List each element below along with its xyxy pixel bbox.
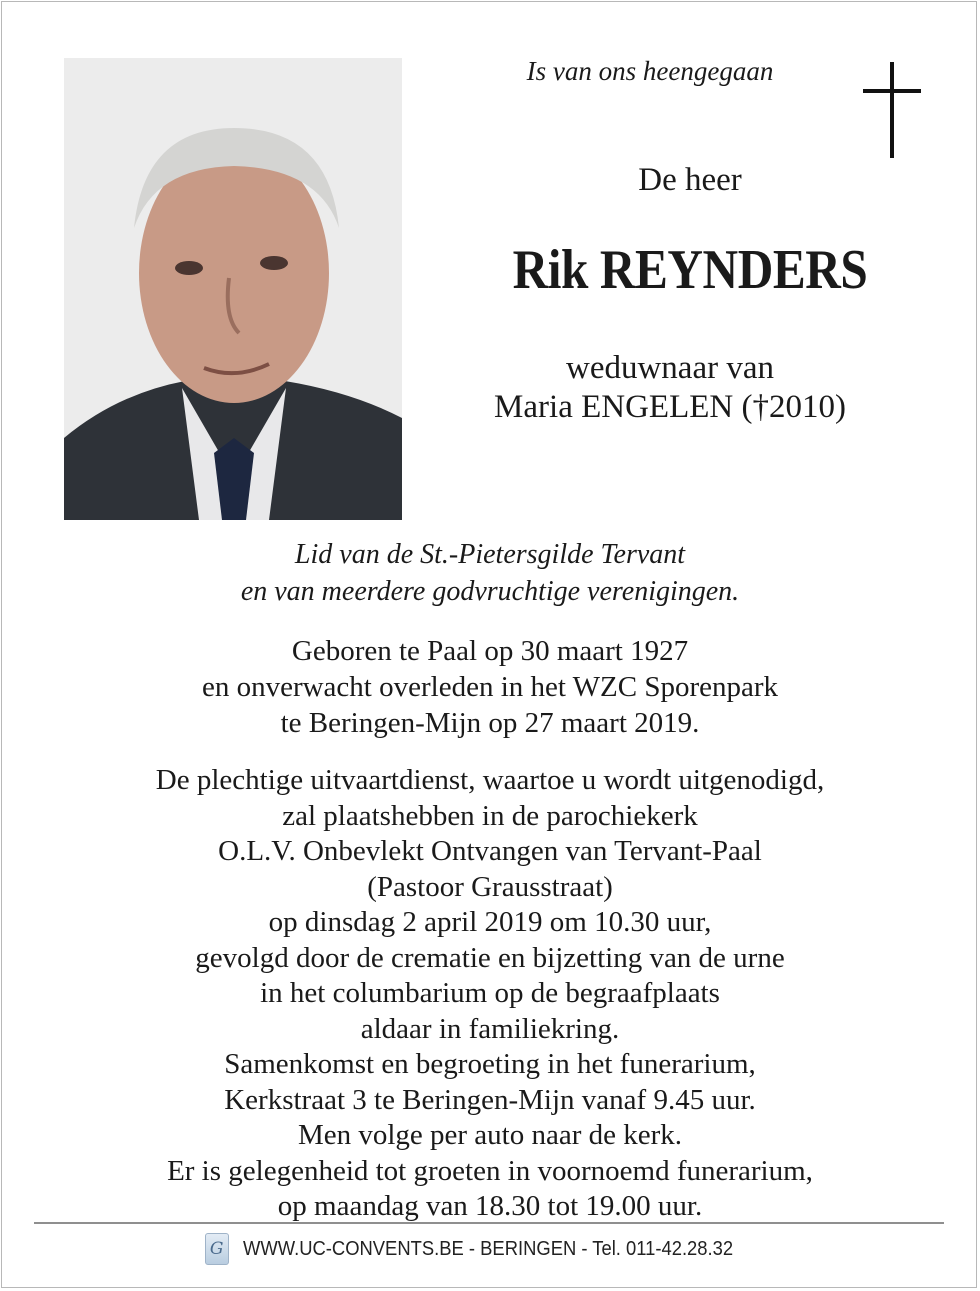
- footer: [0, 1234, 980, 1264]
- birth-death-line: Geboren te Paal op 30 maart 1927: [291, 635, 689, 667]
- membership-text: [0, 536, 980, 610]
- service-line: Er is gelegenheid tot groeten in voornoemd funerarium,: [167, 1154, 813, 1187]
- service-line: zal plaatshebben in de parochiekerk: [282, 799, 698, 832]
- service-line: Samenkomst en begroeting in het funerarium,: [224, 1048, 756, 1080]
- membership-line: Lid van de St.-Pietersgilde Tervant: [294, 539, 686, 570]
- widower-line: weduwnaar van: [566, 350, 774, 386]
- service-line: De plechtige uitvaartdienst, waartoe u wordt uitgenodigd,: [155, 764, 825, 796]
- service-line: O.L.V. Onbevlekt Ontvangen van Tervant-Paal: [218, 835, 762, 867]
- service-line: (Pastoor Grausstraat): [367, 870, 613, 903]
- footer-divider: [34, 1222, 944, 1224]
- service-line: Kerkstraat 3 te Beringen-Mijn vanaf 9.45 uur.: [224, 1083, 756, 1116]
- service-line: op dinsdag 2 april 2019 om 10.30 uur,: [268, 906, 712, 938]
- intro-text: Is van ons heengegaan: [526, 56, 774, 86]
- service-line: aldaar in familiekring.: [360, 1012, 620, 1045]
- deceased-name: Rik REYNDERS: [512, 239, 868, 301]
- membership-line: en van meerdere godvruchtige verenigingen.: [240, 576, 740, 607]
- service-line: Men volge per auto naar de kerk.: [297, 1119, 683, 1151]
- birth-death-text: [0, 633, 980, 741]
- honorific-title: De heer: [638, 162, 742, 198]
- service-line: gevolgd door de crematie en bijzetting van de urne: [195, 941, 785, 974]
- service-details: [0, 763, 980, 1225]
- latin-cross-icon: [863, 62, 921, 158]
- service-line: op maandag van 18.30 tot 19.00 uur.: [277, 1190, 703, 1222]
- spouse-name: Maria ENGELEN (†2010): [494, 389, 846, 425]
- birth-death-line: te Beringen-Mijn op 27 maart 2019.: [280, 707, 700, 739]
- service-line: in het columbarium op de begraafplaats: [260, 977, 720, 1009]
- birth-death-line: en onverwacht overleden in het WZC Sporenpark: [201, 671, 779, 703]
- funeral-home-logo-icon: G: [205, 1233, 229, 1265]
- footer-contact[interactable]: WWW.UC-CONVENTS.BE - BERINGEN - Tel. 011-42.28.32: [242, 1237, 733, 1260]
- portrait-photo: [64, 58, 402, 520]
